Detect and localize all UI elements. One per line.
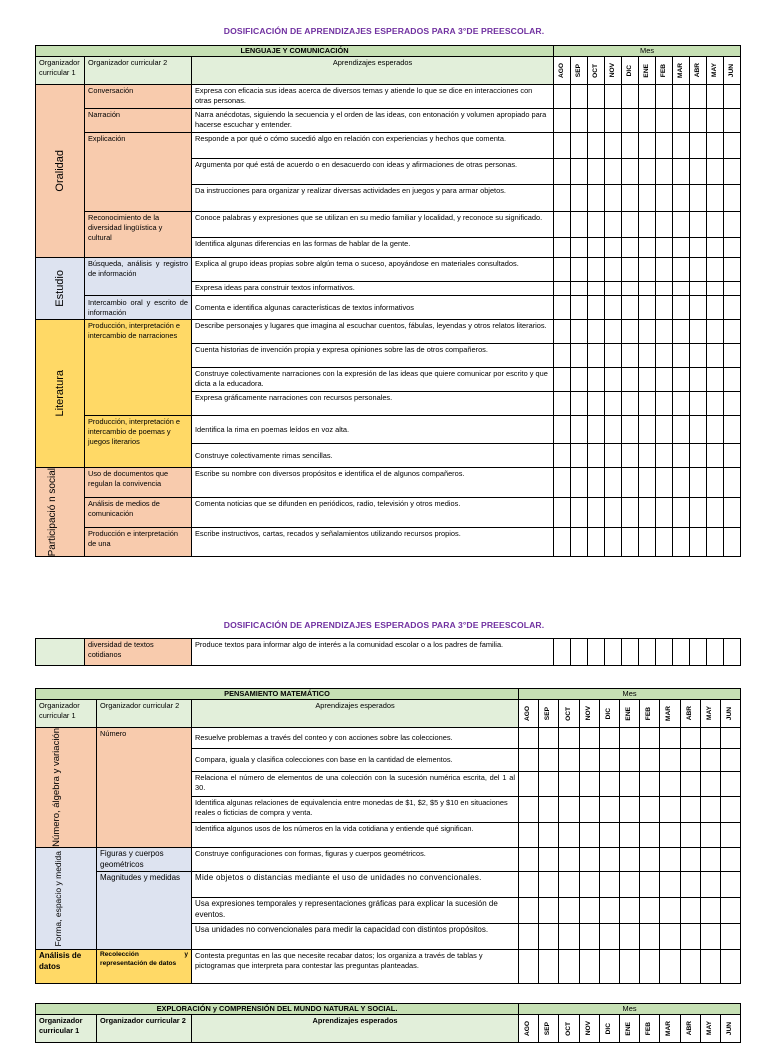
month-label: ENE xyxy=(642,63,650,78)
month-label: MAY xyxy=(705,706,713,721)
table-row xyxy=(36,109,741,133)
month-header xyxy=(559,1015,579,1043)
org2-uso-documentos: Uso de documentos que regulan la convivencia xyxy=(85,468,192,498)
month-header xyxy=(700,1015,720,1043)
month-label: OCT xyxy=(564,706,572,721)
aprendizaje: Contesta preguntas en las que necesite recabar datos; los organiza a través de tablas y pictogramas que interpreta para contestar las preguntas planteadas. xyxy=(192,950,519,984)
month-header xyxy=(539,1015,559,1043)
lenguaje-title: LENGUAJE Y COMUNICACIÓN xyxy=(36,46,554,57)
group-forma: Forma, espacio y medida xyxy=(36,847,97,950)
aprendizaje: Identifica la rima en poemas leídos en voz alta. xyxy=(192,416,554,444)
month-header xyxy=(720,700,740,728)
month-header xyxy=(700,700,720,728)
org2-explicacion: Explicación xyxy=(85,133,192,212)
aprendizaje: Expresa gráficamente narraciones con recursos personales. xyxy=(192,392,554,416)
aprendizaje: Relaciona el número de elementos de una colección con la sucesión numérica escrita, del 1 al 30. xyxy=(192,772,519,797)
aprendizaje: Compara, iguala y clasifica colecciones con base en la cantidad de elementos. xyxy=(192,749,519,772)
group-numero: Número, álgebra y variación xyxy=(36,728,97,848)
month-label: DIC xyxy=(604,1022,612,1035)
aprendizaje: Cuenta historias de invención propia y expresa opiniones sobre las de otros compañeros. xyxy=(192,344,554,368)
month-header xyxy=(619,1015,639,1043)
col-header-aprendizajes: Aprendizajes esperados xyxy=(192,700,519,728)
aprendizaje: Da instrucciones para organizar y realizar diversas actividades en juegos y para armar objetos. xyxy=(192,185,554,212)
month-label: FEB xyxy=(645,1021,653,1036)
month-label: DIC xyxy=(625,64,633,77)
months-label: Mes xyxy=(519,1004,741,1015)
aprendizaje: Comenta e identifica algunas características de textos informativos xyxy=(192,296,554,320)
aprendizaje: Construye configuraciones con formas, figuras y cuerpos geométricos. xyxy=(192,847,519,872)
lenguaje-table xyxy=(35,45,741,557)
month-label: ABR xyxy=(685,706,693,721)
aprendizaje: Produce textos para informar algo de interés a la comunidad escolar o a los padres de familia. xyxy=(192,639,554,666)
org2-produccion-narraciones: Producción, interpretación e intercambio de narraciones xyxy=(85,320,192,416)
aprendizaje: Identifica algunas diferencias en las formas de hablar de la gente. xyxy=(192,238,554,258)
page-title: DOSIFICACIÓN DE APRENDIZAJES ESPERADOS PARA 3°DE PREESCOLAR. xyxy=(223,26,545,36)
table-row xyxy=(36,639,741,666)
month-header xyxy=(519,1015,539,1043)
month-header xyxy=(656,57,673,85)
col-header-org1: Organizador curricular 1 xyxy=(36,57,85,85)
org2-magnitudes: Magnitudes y medidas xyxy=(97,872,192,950)
table-row xyxy=(36,258,741,282)
aprendizaje: Expresa con eficacia sus ideas acerca de diversos temas y atiende lo que se dice en interacciones con otras personas. xyxy=(192,85,554,109)
org2-diversidad-textos: diversidad de textos cotidianos xyxy=(85,639,192,666)
month-label: JUN xyxy=(726,1021,734,1036)
table-row xyxy=(36,85,741,109)
table-row xyxy=(36,468,741,498)
group-participacion-cont xyxy=(36,639,85,666)
month-header xyxy=(673,57,690,85)
aprendizaje: Narra anécdotas, siguiendo la secuencia y el orden de las ideas, con entonación y volumen apropiado para hacerse escuchar y entender. xyxy=(192,109,554,133)
month-header xyxy=(707,57,724,85)
month-header xyxy=(640,700,660,728)
col-header-aprendizajes: Aprendizajes esperados xyxy=(192,1015,519,1043)
org2-intercambio: Intercambio oral y escrito de información xyxy=(85,296,192,320)
table-row xyxy=(36,497,741,527)
month-header xyxy=(605,57,622,85)
month-label: AGO xyxy=(524,1020,532,1037)
org2-recoleccion: Recolección y representación de datos xyxy=(97,950,192,984)
month-header xyxy=(519,700,539,728)
month-header xyxy=(559,700,579,728)
aprendizaje: Expresa ideas para construir textos informativos. xyxy=(192,282,554,296)
col-header-org1: Organizador curricular 1 xyxy=(36,1015,97,1043)
month-header xyxy=(724,57,741,85)
month-label: AGO xyxy=(524,705,532,722)
months-label: Mes xyxy=(519,689,741,700)
page-title: DOSIFICACIÓN DE APRENDIZAJES ESPERADOS PARA 3°DE PREESCOLAR. xyxy=(223,620,545,630)
month-header xyxy=(690,57,707,85)
table-row xyxy=(36,416,741,444)
group-estudio: Estudio xyxy=(36,258,85,320)
group-analisis: Análisis de datos xyxy=(36,950,97,984)
aprendizaje: Conoce palabras y expresiones que se utilizan en su medio familiar y localidad, y reconoce su significado. xyxy=(192,212,554,238)
matematico-title: PENSAMIENTO MATEMÁTICO xyxy=(36,689,519,700)
col-header-org1: Organizador curricular 1 xyxy=(36,700,97,728)
month-label: ABR xyxy=(685,1021,693,1036)
table-row xyxy=(36,133,741,159)
month-header xyxy=(554,57,571,85)
col-header-org2: Organizador curricular 2 xyxy=(97,1015,192,1043)
month-label: MAY xyxy=(710,63,718,78)
org2-conversacion: Conversación xyxy=(85,85,192,109)
month-header xyxy=(640,1015,660,1043)
table-row xyxy=(36,728,741,749)
org2-busqueda: Búsqueda, análisis y registro de información xyxy=(85,258,192,296)
org2-narracion: Narración xyxy=(85,109,192,133)
month-header xyxy=(588,57,605,85)
org2-produccion-textos: Producción e interpretación de una xyxy=(85,527,192,557)
month-header xyxy=(539,700,559,728)
group-oralidad: Oralidad xyxy=(36,85,85,258)
month-label: OCT xyxy=(591,63,599,78)
table-row xyxy=(36,320,741,344)
month-label: AGO xyxy=(557,62,565,79)
month-label: MAR xyxy=(676,62,684,79)
aprendizaje: Usa unidades no convencionales para medir la capacidad con distintos propósitos. xyxy=(192,924,519,950)
month-label: ENE xyxy=(625,1021,633,1036)
aprendizaje: Comenta noticias que se difunden en periódicos, radio, televisión y otros medios. xyxy=(192,497,554,527)
org2-reconocimiento: Reconocimiento de la diversidad lingüística y cultural xyxy=(85,212,192,258)
matematico-table xyxy=(35,688,741,984)
aprendizaje: Escribe su nombre con diversos propósitos e identifica el de algunos compañeros. xyxy=(192,468,554,498)
month-label: SEP xyxy=(544,1021,552,1036)
aprendizaje: Usa expresiones temporales y representaciones gráficas para explicar la sucesión de eventos. xyxy=(192,898,519,924)
month-label: ABR xyxy=(693,63,701,78)
month-header xyxy=(660,1015,680,1043)
month-label: JUN xyxy=(727,63,735,78)
month-label: OCT xyxy=(564,1021,572,1036)
aprendizaje: Responde a por qué o cómo sucedió algo en relación con experiencias y hechos que comenta. xyxy=(192,133,554,159)
month-label: MAR xyxy=(665,705,673,722)
month-header xyxy=(571,57,588,85)
month-label: SEP xyxy=(574,63,582,78)
month-header xyxy=(619,700,639,728)
month-label: JUN xyxy=(726,706,734,721)
group-participacion: Participació n social xyxy=(36,468,85,557)
col-header-org2: Organizador curricular 2 xyxy=(85,57,192,85)
month-label: DIC xyxy=(604,707,612,720)
month-label: ENE xyxy=(625,706,633,721)
month-label: MAY xyxy=(705,1021,713,1036)
group-literatura: Literatura xyxy=(36,320,85,468)
table-row xyxy=(36,872,741,898)
month-label: SEP xyxy=(544,706,552,721)
month-label: NOV xyxy=(584,1021,592,1036)
exploracion-title: EXPLORACIÓN y COMPRENSIÓN DEL MUNDO NATURAL Y SOCIAL. xyxy=(36,1004,519,1015)
month-header xyxy=(639,57,656,85)
month-label: FEB xyxy=(659,63,667,78)
aprendizaje: Identifica algunas relaciones de equivalencia entre monedas de $1, $2, $5 y $10 en situaciones reales o ficticias de compra y venta. xyxy=(192,797,519,822)
table-row xyxy=(36,296,741,320)
org2-analisis-medios: Análisis de medios de comunicación xyxy=(85,497,192,527)
aprendizaje: Resuelve problemas a través del conteo y con acciones sobre las colecciones. xyxy=(192,728,519,749)
col-header-aprendizajes: Aprendizajes esperados xyxy=(192,57,554,85)
aprendizaje: Argumenta por qué está de acuerdo o en desacuerdo con ideas y afirmaciones de otras personas. xyxy=(192,159,554,185)
table-row xyxy=(36,527,741,557)
month-header xyxy=(660,700,680,728)
aprendizaje: Construye colectivamente rimas sencillas. xyxy=(192,444,554,468)
col-header-org2: Organizador curricular 2 xyxy=(97,700,192,728)
org2-produccion-poemas: Producción, interpretación e intercambio de poemas y juegos literarios xyxy=(85,416,192,468)
months-label: Mes xyxy=(554,46,741,57)
month-header xyxy=(579,1015,599,1043)
month-header xyxy=(599,1015,619,1043)
month-label: NOV xyxy=(608,63,616,78)
month-header xyxy=(579,700,599,728)
table-row xyxy=(36,212,741,238)
month-label: NOV xyxy=(584,706,592,721)
table-row xyxy=(36,950,741,984)
org2-figuras: Figuras y cuerpos geométricos xyxy=(97,847,192,872)
aprendizaje: Mide objetos o distancias mediante el uso de unidades no convencionales. xyxy=(192,872,519,898)
aprendizaje: Explica al grupo ideas propias sobre algún tema o suceso, apoyándose en materiales consultados. xyxy=(192,258,554,282)
aprendizaje: Identifica algunos usos de los números en la vida cotidiana y entiende qué significan. xyxy=(192,822,519,847)
org2-numero: Número xyxy=(97,728,192,848)
exploracion-table xyxy=(35,1003,741,1043)
month-header xyxy=(622,57,639,85)
month-header xyxy=(599,700,619,728)
aprendizaje: Describe personajes y lugares que imagina al escuchar cuentos, fábulas, leyendas y otros relatos literarios. xyxy=(192,320,554,344)
month-header xyxy=(720,1015,740,1043)
table-row xyxy=(36,847,741,872)
month-header xyxy=(680,1015,700,1043)
month-label: MAR xyxy=(665,1020,673,1037)
month-label: FEB xyxy=(645,706,653,721)
continuation-table xyxy=(35,638,741,666)
aprendizaje: Escribe instructivos, cartas, recados y señalamientos utilizando recursos propios. xyxy=(192,527,554,557)
aprendizaje: Construye colectivamente narraciones con la expresión de las ideas que quiere comunicar por escrito y que dicta a la educadora. xyxy=(192,368,554,392)
month-header xyxy=(680,700,700,728)
